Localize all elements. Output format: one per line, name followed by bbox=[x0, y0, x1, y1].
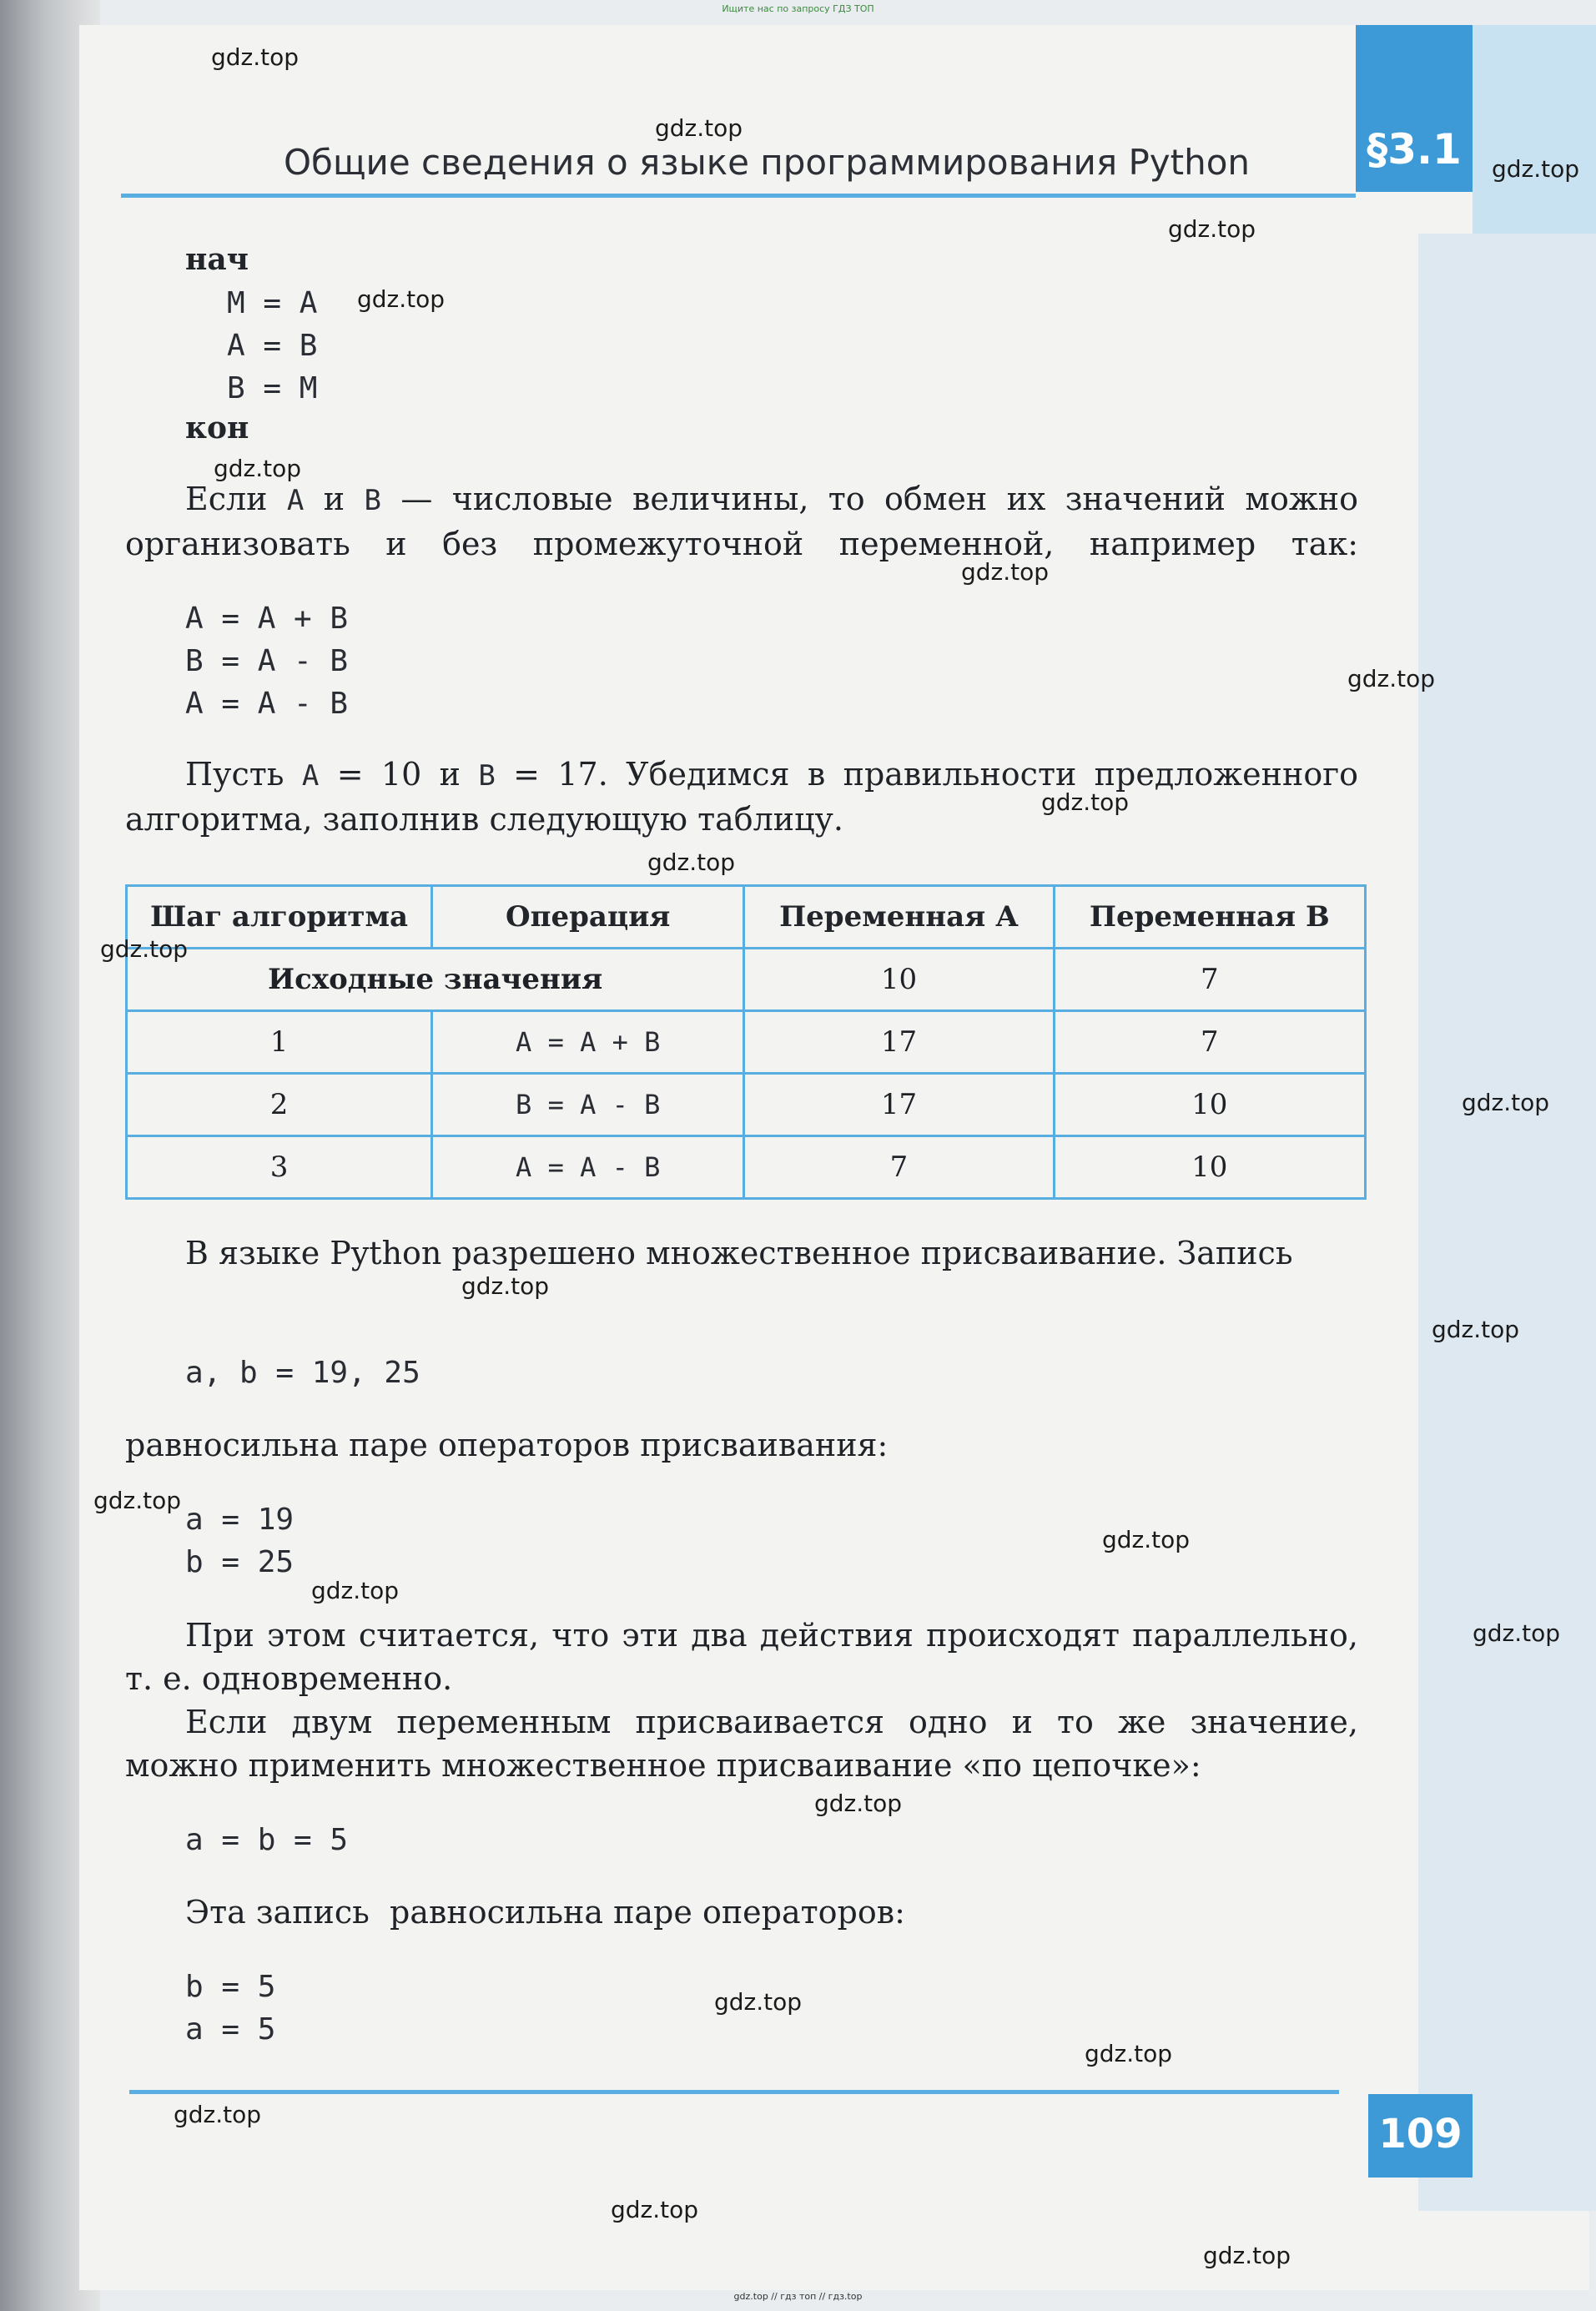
watermark: gdz.top bbox=[214, 455, 302, 482]
watermark: gdz.top bbox=[1085, 2040, 1173, 2067]
paragraph-chain-equivalent: Эта запись равносильна паре операторов: bbox=[185, 1894, 905, 1931]
table-header: Операция bbox=[432, 886, 744, 949]
paragraph-multiple-assignment: В языке Python разрешено множественное присваивание. Запись bbox=[185, 1235, 1293, 1271]
watermark: gdz.top bbox=[211, 43, 300, 71]
watermark: gdz.top bbox=[814, 1790, 903, 1817]
table-cell: 10 bbox=[1054, 1136, 1365, 1199]
page-number: 109 bbox=[1378, 2111, 1463, 2157]
footer-divider bbox=[129, 2090, 1339, 2094]
algorithm-trace-table bbox=[125, 884, 1367, 1200]
table-cell: 17 bbox=[744, 1074, 1054, 1136]
watermark: gdz.top bbox=[100, 935, 189, 963]
watermark: gdz.top bbox=[647, 848, 736, 876]
paragraph-let-values: Пусть A = 10 и B = 17. Убедимся в правильности предложенного алгоритма, заполнив следующую таблицу. bbox=[125, 756, 1358, 838]
watermark: gdz.top bbox=[1347, 665, 1436, 692]
multi-assign-code: a, b = 19, 25 bbox=[185, 1356, 420, 1390]
page-title: Общие сведения о языке программирования Python bbox=[284, 142, 1251, 183]
watermark: gdz.top bbox=[1203, 2242, 1291, 2269]
watermark: gdz.top bbox=[1041, 788, 1130, 816]
paragraph-chain: Если двум переменным присваивается одно и то же значение, можно применить множественное присваивание «по цепочке»: bbox=[125, 1704, 1358, 1784]
algo-begin-keyword: нач bbox=[185, 242, 249, 277]
watermark: gdz.top bbox=[714, 1988, 803, 2016]
code-line: a = 5 bbox=[185, 2012, 276, 2047]
table-cell: 17 bbox=[744, 1011, 1054, 1074]
algo1-line: M = A bbox=[227, 286, 318, 320]
algo1-line: B = M bbox=[227, 371, 318, 405]
bottom-note: gdz.top // гдз топ // гдз.top bbox=[733, 2291, 863, 2302]
watermark: gdz.top bbox=[1432, 1316, 1520, 1343]
code-line: b = 25 bbox=[185, 1545, 295, 1579]
table-cell: 7 bbox=[1054, 949, 1365, 1011]
table-cell: 10 bbox=[1054, 1074, 1365, 1136]
watermark: gdz.top bbox=[655, 114, 743, 142]
paragraph-numeric-swap: Если A и B — числовые величины, то обмен их значений можно организовать и без промежуточной переменной, например так: bbox=[125, 481, 1358, 562]
section-tab-light bbox=[1473, 25, 1596, 234]
watermark: gdz.top bbox=[961, 558, 1050, 586]
watermark: gdz.top bbox=[174, 2101, 262, 2128]
section-number: §3.1 bbox=[1367, 125, 1462, 174]
algo2-line: A = A + B bbox=[185, 602, 349, 636]
chain-pair-code bbox=[185, 1966, 275, 2051]
algo2-line: A = A - B bbox=[185, 687, 349, 721]
chain-assign-code: a = b = 5 bbox=[185, 1823, 349, 1857]
table-cell: B = A - B bbox=[432, 1074, 744, 1136]
table-header: Переменная А bbox=[744, 886, 1054, 949]
watermark: gdz.top bbox=[1168, 215, 1256, 243]
table-cell: 3 bbox=[127, 1136, 432, 1199]
table-header: Шаг алгоритма bbox=[127, 886, 432, 949]
watermark: gdz.top bbox=[611, 2196, 699, 2223]
paragraph-equivalent: равносильна паре операторов присваивания: bbox=[125, 1427, 889, 1463]
page-edge-strip bbox=[1418, 234, 1596, 2211]
watermark: gdz.top bbox=[1473, 1619, 1561, 1647]
table-cell: 2 bbox=[127, 1074, 432, 1136]
watermark: gdz.top bbox=[461, 1272, 550, 1300]
watermark: gdz.top bbox=[93, 1487, 182, 1514]
top-note: Ищите нас по запросу ГДЗ ТОП bbox=[722, 3, 874, 14]
paragraph-parallel: При этом считается, что эти два действия происходят параллельно, т. е. одновременно. bbox=[125, 1617, 1358, 1697]
table-cell: 10 bbox=[744, 949, 1054, 1011]
watermark: gdz.top bbox=[1492, 155, 1580, 183]
watermark: gdz.top bbox=[1102, 1526, 1191, 1553]
table-row bbox=[127, 1074, 1366, 1136]
table-row bbox=[127, 1136, 1366, 1199]
table-row bbox=[127, 1011, 1366, 1074]
assign-pair-code bbox=[185, 1498, 294, 1583]
algo1-code bbox=[227, 282, 317, 410]
table-cell: 1 bbox=[127, 1011, 432, 1074]
watermark: gdz.top bbox=[357, 285, 446, 313]
header-divider bbox=[121, 194, 1356, 198]
table-row-initial bbox=[127, 949, 1366, 1011]
code-line: a = 19 bbox=[185, 1503, 295, 1537]
algo2-line: B = A - B bbox=[185, 644, 349, 678]
table-cell: A = A - B bbox=[432, 1136, 744, 1199]
algo1-line: A = B bbox=[227, 329, 318, 363]
table-header-row bbox=[127, 886, 1366, 949]
code-line: b = 5 bbox=[185, 1970, 276, 2004]
algo-end-keyword: кон bbox=[185, 410, 249, 446]
algo2-code bbox=[185, 597, 348, 725]
watermark: gdz.top bbox=[1462, 1089, 1550, 1116]
watermark: gdz.top bbox=[311, 1577, 400, 1604]
table-cell: A = A + B bbox=[432, 1011, 744, 1074]
table-cell: 7 bbox=[1054, 1011, 1365, 1074]
initial-label: Исходные значения bbox=[127, 949, 744, 1011]
table-cell: 7 bbox=[744, 1136, 1054, 1199]
table-header: Переменная В bbox=[1054, 886, 1365, 949]
